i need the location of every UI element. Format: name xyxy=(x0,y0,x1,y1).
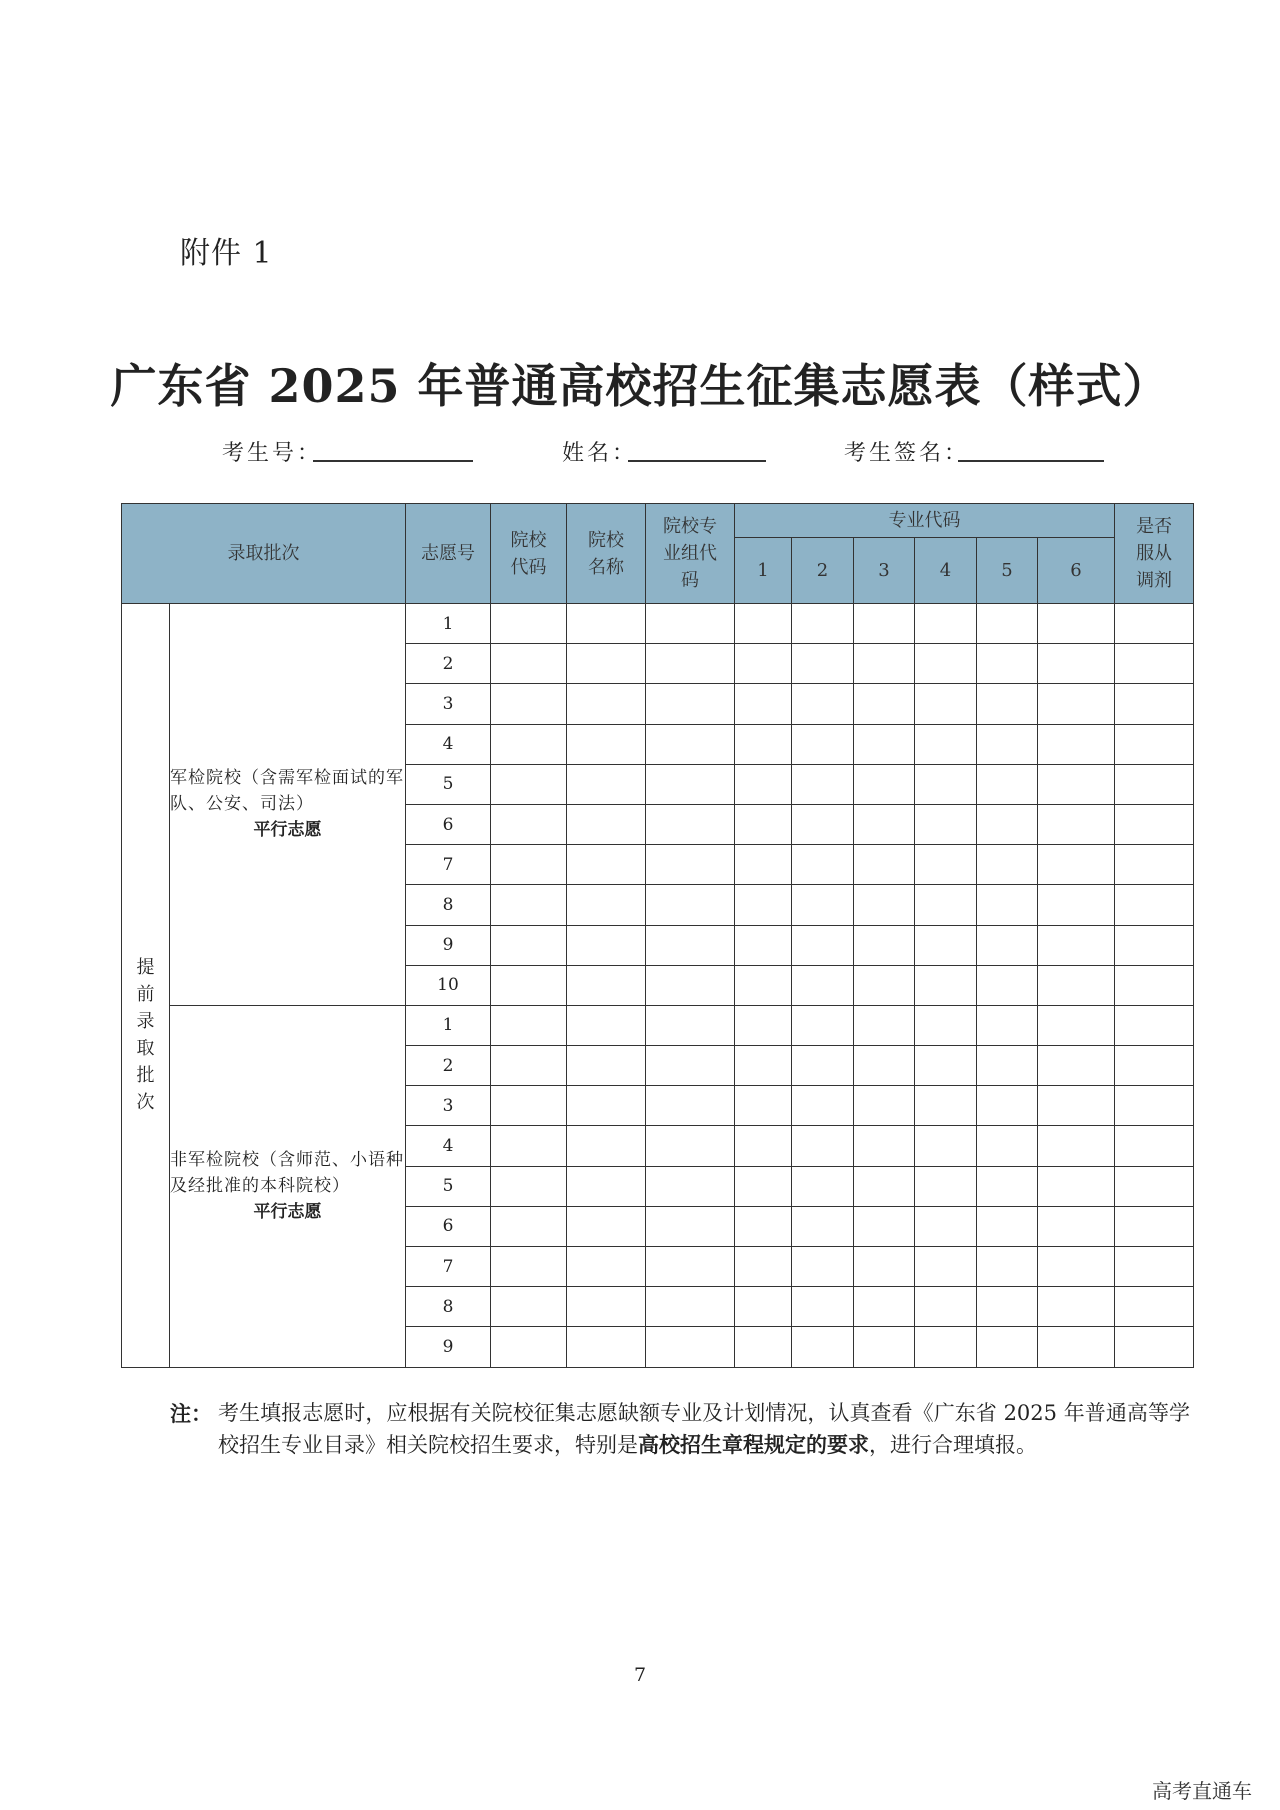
table-body xyxy=(122,604,1194,1368)
input-cell[interactable] xyxy=(735,724,792,764)
input-cell[interactable] xyxy=(1038,1086,1115,1126)
header-choice-no: 志愿号 xyxy=(406,504,491,604)
choice-number: 7 xyxy=(406,1247,491,1287)
exam-no-label: 考生号： xyxy=(222,441,323,466)
input-cell[interactable] xyxy=(567,925,646,965)
input-cell[interactable] xyxy=(646,724,735,764)
input-cell[interactable] xyxy=(735,804,792,844)
input-cell[interactable] xyxy=(1038,804,1115,844)
choice-number: 4 xyxy=(406,724,491,764)
input-cell[interactable] xyxy=(491,1287,567,1327)
input-cell[interactable] xyxy=(567,1287,646,1327)
input-cell[interactable] xyxy=(567,684,646,724)
input-cell[interactable] xyxy=(915,1046,977,1086)
input-cell[interactable] xyxy=(567,764,646,804)
note-text: 考生填报志愿时，应根据有关院校征集志愿缺额专业及计划情况，认真查看《广东省 2025 年普通高等学校招生专业目录》相关院校招生要求，特别是高校招生章程规定的要求，进行合理填报。 xyxy=(218,1401,1190,1457)
choice-number: 3 xyxy=(406,684,491,724)
signature-label: 考生签名： xyxy=(844,441,970,466)
input-cell[interactable] xyxy=(854,684,915,724)
header-major-5: 5 xyxy=(977,538,1038,604)
input-cell[interactable] xyxy=(1038,1126,1115,1166)
input-cell[interactable] xyxy=(792,1046,854,1086)
input-cell[interactable] xyxy=(915,1287,977,1327)
header-school-name: 院校名称 xyxy=(567,504,646,604)
input-cell[interactable] xyxy=(1115,1287,1194,1327)
input-cell[interactable] xyxy=(567,1086,646,1126)
exam-no-line[interactable] xyxy=(313,460,473,462)
input-cell[interactable] xyxy=(491,1086,567,1126)
input-cell[interactable] xyxy=(854,925,915,965)
choice-number: 2 xyxy=(406,644,491,684)
input-cell[interactable] xyxy=(1115,684,1194,724)
input-cell[interactable] xyxy=(735,644,792,684)
input-cell[interactable] xyxy=(915,1126,977,1166)
input-cell[interactable] xyxy=(792,724,854,764)
input-cell[interactable] xyxy=(1038,1166,1115,1206)
input-cell[interactable] xyxy=(977,804,1038,844)
input-cell[interactable] xyxy=(1038,845,1115,885)
input-cell[interactable] xyxy=(735,845,792,885)
input-cell[interactable] xyxy=(567,644,646,684)
header-major-3: 3 xyxy=(854,538,915,604)
input-cell[interactable] xyxy=(1038,885,1115,925)
input-cell[interactable] xyxy=(646,684,735,724)
input-cell[interactable] xyxy=(646,885,735,925)
input-cell[interactable] xyxy=(567,1247,646,1287)
input-cell[interactable] xyxy=(792,1206,854,1246)
input-cell[interactable] xyxy=(1038,764,1115,804)
input-cell[interactable] xyxy=(491,845,567,885)
input-cell[interactable] xyxy=(1115,1005,1194,1045)
header-major-4: 4 xyxy=(915,538,977,604)
input-cell[interactable] xyxy=(1115,644,1194,684)
input-cell[interactable] xyxy=(646,764,735,804)
input-cell[interactable] xyxy=(491,885,567,925)
batch-cell: 提前录取批次 xyxy=(122,604,170,1368)
input-cell[interactable] xyxy=(792,684,854,724)
input-cell[interactable] xyxy=(792,644,854,684)
input-cell[interactable] xyxy=(1115,1046,1194,1086)
input-cell[interactable] xyxy=(977,1166,1038,1206)
input-cell[interactable] xyxy=(977,925,1038,965)
input-cell[interactable] xyxy=(977,1327,1038,1367)
input-cell[interactable] xyxy=(735,1126,792,1166)
footnote xyxy=(170,1398,1190,1461)
input-cell[interactable] xyxy=(567,1327,646,1367)
choice-number: 7 xyxy=(406,845,491,885)
input-cell[interactable] xyxy=(792,885,854,925)
input-cell[interactable] xyxy=(792,1247,854,1287)
input-cell[interactable] xyxy=(915,965,977,1005)
name-label: 姓名： xyxy=(562,441,638,466)
input-cell[interactable] xyxy=(735,1327,792,1367)
input-cell[interactable] xyxy=(491,644,567,684)
input-cell[interactable] xyxy=(567,1005,646,1045)
input-cell[interactable] xyxy=(854,845,915,885)
input-cell[interactable] xyxy=(915,845,977,885)
input-cell[interactable] xyxy=(854,1126,915,1166)
choice-number: 5 xyxy=(406,1166,491,1206)
choice-number: 8 xyxy=(406,1287,491,1327)
application-table xyxy=(121,503,1194,1368)
choice-number: 3 xyxy=(406,1086,491,1126)
input-cell[interactable] xyxy=(1038,1327,1115,1367)
input-cell[interactable] xyxy=(854,1287,915,1327)
category-cell: 军检院校（含需军检面试的军队、公安、司法） 平行志愿 xyxy=(170,604,406,1006)
input-cell[interactable] xyxy=(1115,764,1194,804)
input-cell[interactable] xyxy=(491,684,567,724)
input-cell[interactable] xyxy=(977,644,1038,684)
input-cell[interactable] xyxy=(977,1287,1038,1327)
input-cell[interactable] xyxy=(646,644,735,684)
input-cell[interactable] xyxy=(491,1005,567,1045)
header-major-6: 6 xyxy=(1038,538,1115,604)
input-cell[interactable] xyxy=(977,1126,1038,1166)
table-row xyxy=(122,604,1194,644)
input-cell[interactable] xyxy=(646,1206,735,1246)
input-cell[interactable] xyxy=(1038,1005,1115,1045)
choice-number: 1 xyxy=(406,604,491,644)
input-cell[interactable] xyxy=(977,1206,1038,1246)
input-cell[interactable] xyxy=(646,604,735,644)
input-cell[interactable] xyxy=(567,1126,646,1166)
input-cell[interactable] xyxy=(646,804,735,844)
watermark: 高考直通车 xyxy=(1152,1779,1252,1803)
input-cell[interactable] xyxy=(792,1166,854,1206)
input-cell[interactable] xyxy=(1115,1247,1194,1287)
input-cell[interactable] xyxy=(792,845,854,885)
input-cell[interactable] xyxy=(735,965,792,1005)
input-cell[interactable] xyxy=(491,965,567,1005)
input-cell[interactable] xyxy=(646,1247,735,1287)
input-cell[interactable] xyxy=(567,845,646,885)
input-cell[interactable] xyxy=(977,1046,1038,1086)
input-cell[interactable] xyxy=(1115,885,1194,925)
input-cell[interactable] xyxy=(735,604,792,644)
choice-number: 9 xyxy=(406,1327,491,1367)
input-cell[interactable] xyxy=(1115,965,1194,1005)
input-cell[interactable] xyxy=(491,1327,567,1367)
input-cell[interactable] xyxy=(854,1327,915,1367)
header-major-2: 2 xyxy=(792,538,854,604)
input-cell[interactable] xyxy=(1115,1206,1194,1246)
header-major-1: 1 xyxy=(735,538,792,604)
input-cell[interactable] xyxy=(567,1206,646,1246)
input-cell[interactable] xyxy=(491,1046,567,1086)
input-cell[interactable] xyxy=(915,604,977,644)
input-cell[interactable] xyxy=(977,965,1038,1005)
input-cell[interactable] xyxy=(735,1166,792,1206)
choice-number: 6 xyxy=(406,1206,491,1246)
input-cell[interactable] xyxy=(915,1206,977,1246)
input-cell[interactable] xyxy=(646,1287,735,1327)
input-cell[interactable] xyxy=(854,604,915,644)
input-cell[interactable] xyxy=(915,804,977,844)
table-row xyxy=(122,1005,1194,1045)
input-cell[interactable] xyxy=(567,1046,646,1086)
input-cell[interactable] xyxy=(735,885,792,925)
input-cell[interactable] xyxy=(567,965,646,1005)
input-cell[interactable] xyxy=(915,1005,977,1045)
input-cell[interactable] xyxy=(915,925,977,965)
input-cell[interactable] xyxy=(977,845,1038,885)
choice-number: 4 xyxy=(406,1126,491,1166)
input-cell[interactable] xyxy=(735,1206,792,1246)
input-cell[interactable] xyxy=(567,804,646,844)
input-cell[interactable] xyxy=(792,1005,854,1045)
input-cell[interactable] xyxy=(735,1086,792,1126)
input-cell[interactable] xyxy=(1038,604,1115,644)
input-cell[interactable] xyxy=(735,764,792,804)
input-cell[interactable] xyxy=(1038,1206,1115,1246)
input-cell[interactable] xyxy=(646,1005,735,1045)
input-cell[interactable] xyxy=(491,1126,567,1166)
input-cell[interactable] xyxy=(854,724,915,764)
input-cell[interactable] xyxy=(977,604,1038,644)
page-number: 7 xyxy=(633,1664,647,1686)
attachment-label: 附件 1 xyxy=(180,236,273,271)
input-cell[interactable] xyxy=(1115,1086,1194,1126)
input-cell[interactable] xyxy=(792,1287,854,1327)
name-line[interactable] xyxy=(628,460,766,462)
choice-number: 5 xyxy=(406,764,491,804)
input-cell[interactable] xyxy=(567,885,646,925)
input-cell[interactable] xyxy=(792,965,854,1005)
input-cell[interactable] xyxy=(854,885,915,925)
input-cell[interactable] xyxy=(1038,724,1115,764)
input-cell[interactable] xyxy=(1038,684,1115,724)
input-cell[interactable] xyxy=(1115,1327,1194,1367)
input-cell[interactable] xyxy=(735,925,792,965)
header-batch: 录取批次 xyxy=(122,504,406,604)
input-cell[interactable] xyxy=(977,1086,1038,1126)
input-cell[interactable] xyxy=(977,1247,1038,1287)
input-cell[interactable] xyxy=(735,1247,792,1287)
choice-number: 10 xyxy=(406,965,491,1005)
input-cell[interactable] xyxy=(567,604,646,644)
input-cell[interactable] xyxy=(646,1046,735,1086)
input-cell[interactable] xyxy=(792,804,854,844)
input-cell[interactable] xyxy=(491,1247,567,1287)
input-cell[interactable] xyxy=(977,724,1038,764)
signature-line[interactable] xyxy=(958,460,1104,462)
input-cell[interactable] xyxy=(915,1166,977,1206)
input-cell[interactable] xyxy=(854,764,915,804)
input-cell[interactable] xyxy=(854,1046,915,1086)
input-cell[interactable] xyxy=(735,1046,792,1086)
input-cell[interactable] xyxy=(1115,604,1194,644)
input-cell[interactable] xyxy=(792,1086,854,1126)
header-major-code: 专业代码 xyxy=(735,504,1115,538)
input-cell[interactable] xyxy=(915,764,977,804)
input-cell[interactable] xyxy=(1038,1287,1115,1327)
input-cell[interactable] xyxy=(854,965,915,1005)
category-cell: 非军检院校（含师范、小语种及经批准的本科院校） 平行志愿 xyxy=(170,1005,406,1367)
input-cell[interactable] xyxy=(1038,925,1115,965)
input-cell[interactable] xyxy=(491,604,567,644)
input-cell[interactable] xyxy=(491,764,567,804)
input-cell[interactable] xyxy=(491,1166,567,1206)
input-cell[interactable] xyxy=(646,965,735,1005)
input-cell[interactable] xyxy=(854,1086,915,1126)
input-cell[interactable] xyxy=(854,644,915,684)
input-cell[interactable] xyxy=(977,764,1038,804)
header-school-code: 院校代码 xyxy=(491,504,567,604)
input-cell[interactable] xyxy=(567,724,646,764)
input-cell[interactable] xyxy=(1115,1166,1194,1206)
input-cell[interactable] xyxy=(792,604,854,644)
input-cell[interactable] xyxy=(735,1005,792,1045)
input-cell[interactable] xyxy=(915,724,977,764)
input-cell[interactable] xyxy=(915,1327,977,1367)
input-cell[interactable] xyxy=(1115,925,1194,965)
input-cell[interactable] xyxy=(1038,644,1115,684)
choice-number: 2 xyxy=(406,1046,491,1086)
input-cell[interactable] xyxy=(646,1126,735,1166)
input-cell[interactable] xyxy=(1038,1046,1115,1086)
input-cell[interactable] xyxy=(646,1327,735,1367)
input-cell[interactable] xyxy=(977,1005,1038,1045)
input-cell[interactable] xyxy=(915,1086,977,1126)
page-title: 广东省 2025 年普通高校招生征集志愿表（样式） xyxy=(110,359,1170,413)
input-cell[interactable] xyxy=(1038,1247,1115,1287)
choice-number: 6 xyxy=(406,804,491,844)
input-cell[interactable] xyxy=(977,684,1038,724)
input-cell[interactable] xyxy=(735,1287,792,1327)
input-cell[interactable] xyxy=(491,925,567,965)
choice-number: 1 xyxy=(406,1005,491,1045)
input-cell[interactable] xyxy=(915,644,977,684)
input-cell[interactable] xyxy=(1115,845,1194,885)
input-cell[interactable] xyxy=(915,1247,977,1287)
header-adjust: 是否服从调剂 xyxy=(1115,504,1194,604)
input-cell[interactable] xyxy=(792,925,854,965)
input-cell[interactable] xyxy=(977,885,1038,925)
input-cell[interactable] xyxy=(854,1206,915,1246)
input-cell[interactable] xyxy=(915,885,977,925)
choice-number: 9 xyxy=(406,925,491,965)
input-cell[interactable] xyxy=(792,764,854,804)
input-cell[interactable] xyxy=(792,1327,854,1367)
input-cell[interactable] xyxy=(735,684,792,724)
input-cell[interactable] xyxy=(854,1247,915,1287)
input-cell[interactable] xyxy=(491,1206,567,1246)
choice-number: 8 xyxy=(406,885,491,925)
input-cell[interactable] xyxy=(491,724,567,764)
input-cell[interactable] xyxy=(1115,1126,1194,1166)
input-cell[interactable] xyxy=(1115,804,1194,844)
input-cell[interactable] xyxy=(1115,724,1194,764)
input-cell[interactable] xyxy=(854,1005,915,1045)
input-cell[interactable] xyxy=(915,684,977,724)
input-cell[interactable] xyxy=(491,804,567,844)
input-cell[interactable] xyxy=(646,925,735,965)
input-cell[interactable] xyxy=(854,804,915,844)
input-cell[interactable] xyxy=(1038,965,1115,1005)
input-cell[interactable] xyxy=(646,845,735,885)
header-group-code: 院校专业组代码 xyxy=(646,504,735,604)
input-cell[interactable] xyxy=(646,1166,735,1206)
input-cell[interactable] xyxy=(646,1086,735,1126)
input-cell[interactable] xyxy=(567,1166,646,1206)
input-cell[interactable] xyxy=(854,1166,915,1206)
note-label: 注： xyxy=(170,1401,212,1426)
input-cell[interactable] xyxy=(792,1126,854,1166)
